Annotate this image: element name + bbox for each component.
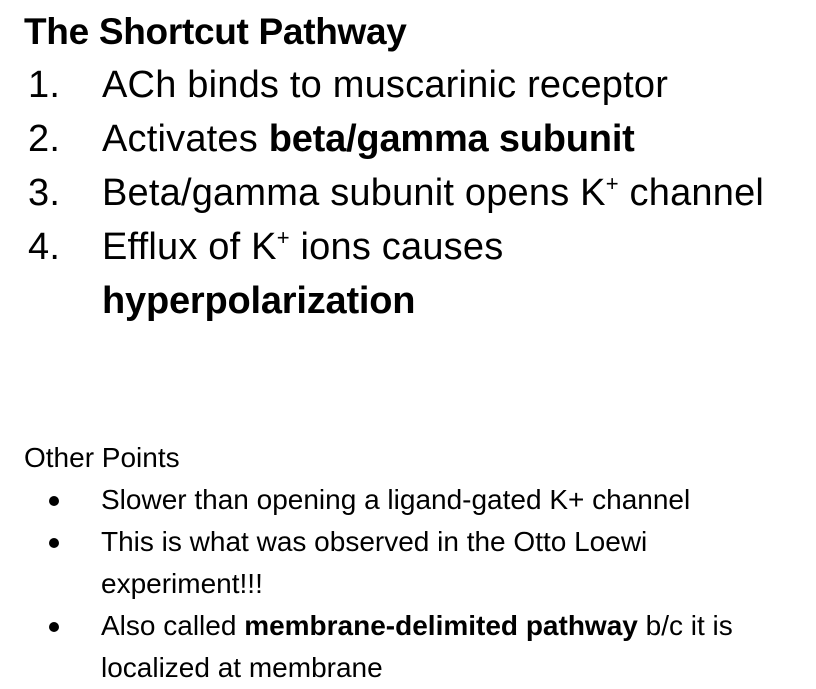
bullet-text-suffix: b/c it is localized at membrane — [101, 610, 733, 683]
bullet-text — [101, 605, 816, 689]
numbered-steps-list — [28, 58, 808, 328]
step-text-prefix: Activates — [102, 118, 269, 160]
bullet-item-3 — [40, 605, 816, 689]
step-number: 2. — [28, 118, 61, 160]
step-text-prefix: Efflux of K — [102, 226, 277, 268]
bullet-text-bold: membrane-delimited pathway — [244, 610, 638, 641]
other-points-heading: Other Points — [24, 442, 180, 473]
bullet-icon — [40, 479, 101, 521]
superscript-plus: + — [276, 225, 290, 250]
page-title: The Shortcut Pathway — [24, 11, 407, 52]
step-text — [102, 112, 808, 166]
bullet-text: Slower than opening a ligand-gated K+ channel — [101, 484, 691, 515]
bullet-text: This is what was observed in the Otto Loewi experiment!!! — [101, 526, 648, 599]
step-text — [102, 220, 808, 328]
step-number: 4. — [28, 226, 61, 268]
step-text-prefix: Beta/gamma subunit opens K — [102, 172, 606, 214]
bullet-text-prefix: Also called — [101, 610, 245, 641]
superscript-plus: + — [605, 171, 619, 196]
step-number: 3. — [28, 172, 61, 214]
step-item-4 — [28, 220, 808, 328]
bullet-item-2 — [40, 521, 816, 605]
step-text-middle: ions causes — [289, 226, 504, 268]
step-item-1 — [28, 58, 808, 112]
bullet-item-1 — [40, 479, 816, 521]
step-item-2 — [28, 112, 808, 166]
step-text — [102, 166, 808, 220]
step-text-bold: beta/gamma subunit — [268, 118, 635, 160]
step-text-plain: ACh binds to muscarinic receptor — [102, 64, 669, 106]
step-text — [102, 58, 808, 112]
step-text-suffix: channel — [618, 172, 765, 214]
bullet-icon — [40, 605, 101, 647]
other-points-list — [40, 479, 816, 689]
step-number: 1. — [28, 64, 61, 106]
bullet-icon — [40, 521, 101, 563]
step-item-3 — [28, 166, 808, 220]
step-text-bold: hyperpolarization — [102, 280, 416, 322]
